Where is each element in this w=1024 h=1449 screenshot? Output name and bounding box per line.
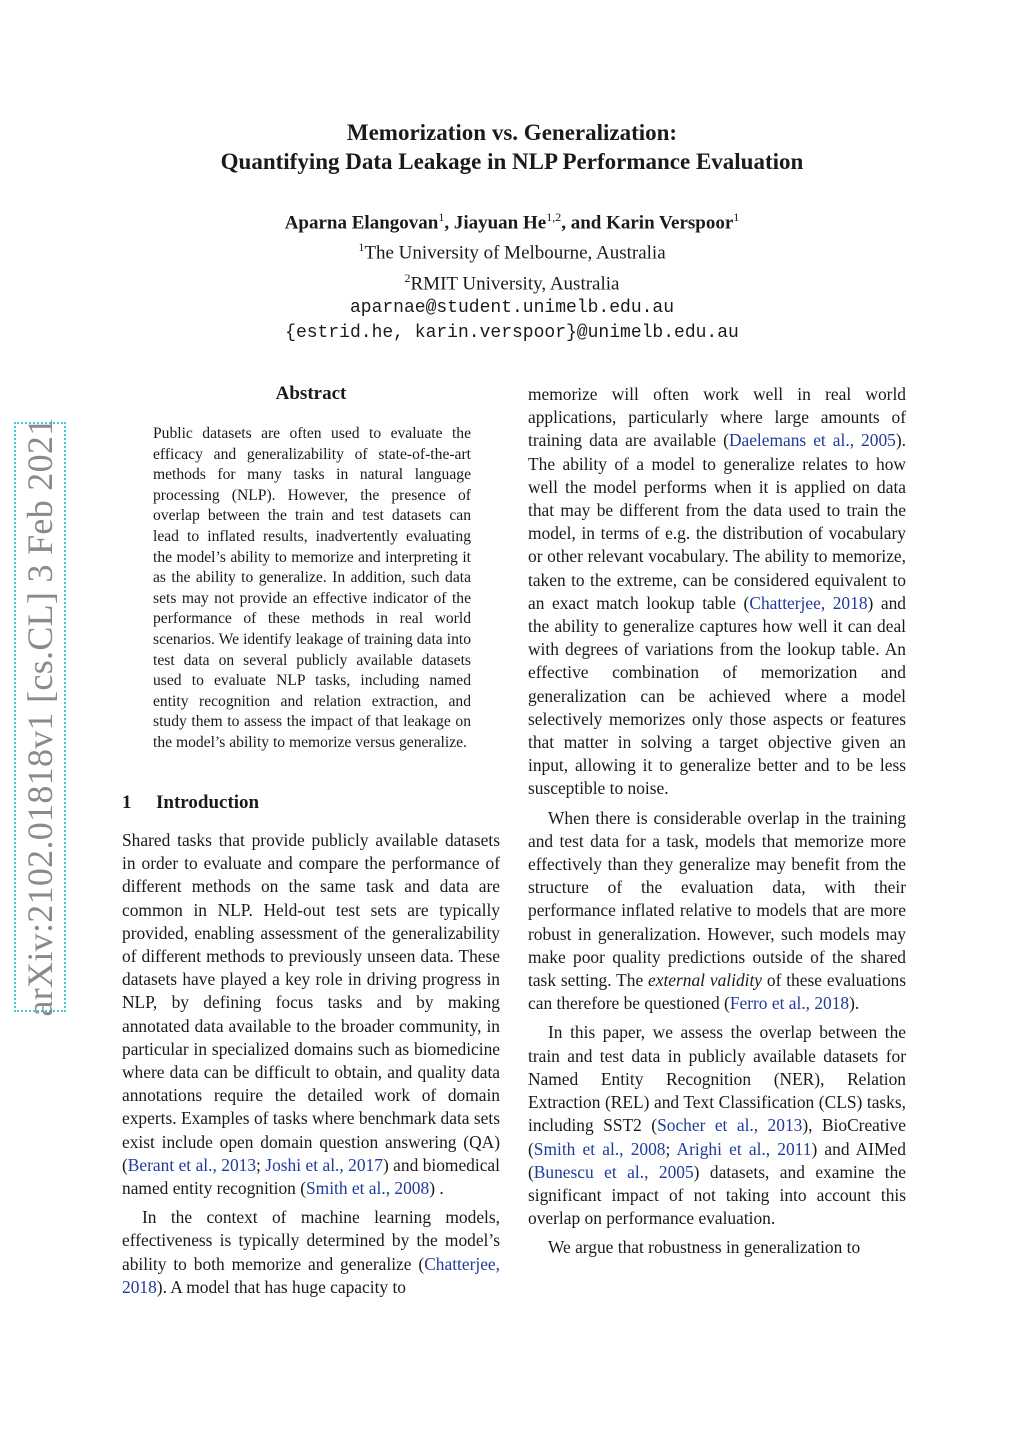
- paragraph-text: of these evaluations can therefore be questioned (: [528, 970, 907, 1014]
- author-names: [0, 205, 1024, 235]
- author-3-affil: 1: [733, 210, 740, 224]
- paragraph: We argue that robustness in generalization to: [548, 1237, 861, 1258]
- citation-link[interactable]: Berant et al., 2013: [127, 1154, 257, 1175]
- arxiv-stamp: [14, 417, 66, 1017]
- author-block: [0, 205, 1024, 346]
- paragraph: [528, 1021, 906, 1230]
- citation-link[interactable]: Ferro et al., 2018: [729, 993, 850, 1014]
- paragraph-text: ). A model that has huge capacity to: [156, 1276, 406, 1297]
- paragraph-text: In this paper, we assess the overlap between the train and test data in publicly available datasets for Named Entity Recognition (NER), Relation Extraction (REL) and Text Classification (CLS) tasks, including SST2 (: [528, 1022, 906, 1136]
- email-2[interactable]: {estrid.he, karin.verspoor}@unimelb.edu.au: [285, 322, 739, 343]
- author-separator: , and: [561, 212, 607, 234]
- paragraph-text: Shared tasks that provide publicly available datasets in order to evaluate and compare the performance of different methods on the same task and data are common in NLP. Held-out test sets are typically provided, enabling assessment of the generalizability of different methods to previously unseen data. These datasets have played a key role in driving progress in NLP, by defining focus tasks and by making annotated data available to the broader community, in particular in specialized domains such as biomedicine where data can be difficult to obtain, and quality data annotations require the detailed work of domain experts. Examples of tasks where benchmark data sets exist include open domain question answering (QA) (: [122, 830, 500, 1175]
- paragraph-text: ) and the ability to generalize captures how well it can deal with degrees of variations from the lookup table. An effective combination of memorization and generalization can be achieved where a model selectively memorizes only those aspects or features that matter in solving a target objective given an input, allowing it to generalize better and to be less susceptible to noise.: [528, 592, 907, 799]
- emphasis-text: external validity: [648, 970, 763, 991]
- paragraph-text: ) .: [429, 1178, 444, 1199]
- paragraph-text: When there is considerable overlap in the training and test data for a task, models that memorize more effectively than they generalize may benefit from the structure of the evaluation data, with their performance inflated relative to models that are more robust in generalization. However, such models may make poor quality predictions outside of the shared task setting. The: [528, 807, 906, 991]
- title-line-1: Memorization vs. Generalization:: [346, 120, 678, 145]
- paragraph-text: memorize will often work well in real world applications, particularly where large amounts of training data are available (: [528, 384, 906, 451]
- citation-link[interactable]: Smith et al., 2008: [533, 1138, 666, 1159]
- author-3: Karin Verspoor: [606, 212, 734, 234]
- citation-link[interactable]: Chatterjee, 2018: [749, 592, 868, 613]
- section-title: Introduction: [156, 792, 260, 813]
- citation-link[interactable]: Daelemans et al., 2005: [728, 430, 896, 451]
- title-line-2: Quantifying Data Leakage in NLP Performance Evaluation: [220, 149, 804, 174]
- citation-separator: ;: [665, 1138, 677, 1159]
- abstract-text: Public datasets are often used to evaluate the efficacy and generalizability of state-of-the-art methods for many tasks in natural language processing (NLP). However, the presence of overlap between the train and test datasets can lead to inflated results, inadvertently evaluating the model’s ability to memorize and interpreting it as the ability to generalize. In addition, such data sets may not provide an effective indicator of the performance of these methods in real world scenarios. We identify leakage of training data into test data on several publicly available datasets used to evaluate NLP tasks, including named entity recognition and relation extraction, and study them to assess the impact of that leakage on the model’s ability to memorize versus generalize.: [153, 425, 471, 751]
- affiliation-1-mark: 1: [358, 240, 365, 255]
- paragraph: [122, 1206, 500, 1299]
- paragraph: [528, 807, 906, 1016]
- affiliation-2-mark: 2: [404, 270, 411, 285]
- section-heading: [122, 792, 259, 814]
- paragraph-text: ) datasets, and examine the significant impact of not taking into account this overlap on performance evaluation.: [528, 1161, 906, 1229]
- author-separator: ,: [444, 212, 454, 234]
- left-column-body: [122, 829, 500, 1299]
- citation-link[interactable]: Arighi et al., 2011: [676, 1138, 812, 1159]
- paragraph-text: ).: [849, 993, 860, 1014]
- affiliation-2-text: RMIT University, Australia: [410, 272, 620, 294]
- paragraph: [122, 829, 500, 1200]
- affiliation-1-text: The University of Melbourne, Australia: [364, 242, 666, 264]
- citation-link[interactable]: Bunescu et al., 2005: [533, 1161, 694, 1182]
- author-2: Jiayuan He: [453, 212, 547, 234]
- section-number: 1: [122, 792, 132, 813]
- citation-link[interactable]: Smith et al., 2008: [306, 1178, 430, 1199]
- citation-separator: ;: [256, 1154, 266, 1175]
- author-1-affil: 1: [438, 210, 445, 224]
- citation-link[interactable]: Chatterjee, 2018: [122, 1253, 500, 1297]
- affiliation-1: [0, 235, 1024, 265]
- citation-link[interactable]: Socher et al., 2013: [657, 1115, 803, 1136]
- paragraph-text: ). The ability of a model to generalize relates to how well the model performs when it is applied on data that may be different from the data used to train the model, in terms of e.g. the distribution of vocabulary or other relevant vocabulary. The ability to memorize, taken to the extreme, can be considered equivalent to an exact match lookup table (: [528, 430, 906, 613]
- right-column-body: [528, 383, 906, 1260]
- affiliation-2: [0, 266, 1024, 296]
- author-2-affil: 1,2: [546, 210, 562, 224]
- author-1: Aparna Elangovan: [284, 212, 439, 234]
- paragraph-text: ), BioCreative (: [528, 1115, 906, 1159]
- paragraph-text: ) and biomedical named entity recognition (: [122, 1154, 500, 1199]
- arxiv-identifier: arXiv:2102.01818v1 [cs.CL] 3 Feb 2021: [20, 417, 60, 1017]
- paragraph-text: In the context of machine learning models, effectiveness is typically determined by the model’s ability to both memorize and generalize (: [122, 1207, 500, 1274]
- citation-link[interactable]: Joshi et al., 2017: [265, 1154, 383, 1175]
- email-1[interactable]: aparnae@student.unimelb.edu.au: [349, 297, 675, 318]
- abstract-heading: Abstract: [275, 383, 347, 404]
- paragraph-text: ) and AIMed (: [528, 1138, 906, 1182]
- paragraph: [528, 383, 906, 801]
- paper-title: [0, 118, 1024, 176]
